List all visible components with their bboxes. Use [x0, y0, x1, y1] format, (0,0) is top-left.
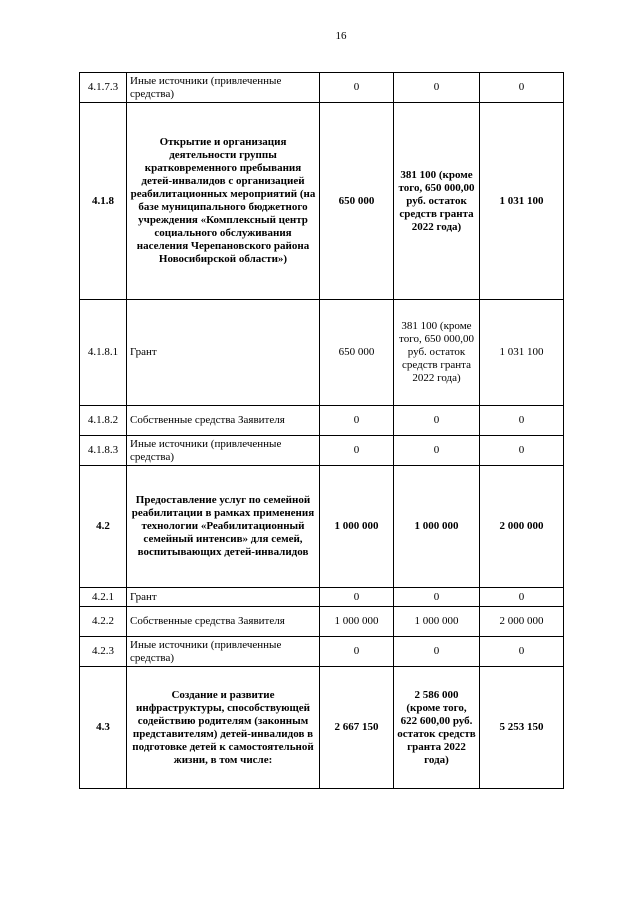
table-row — [80, 667, 564, 789]
row-name: Грант — [127, 588, 320, 607]
value-col-2: 0 — [394, 406, 480, 436]
row-number: 4.2.1 — [80, 588, 127, 607]
value-col-1: 650 000 — [320, 103, 394, 300]
row-number: 4.1.8.2 — [80, 406, 127, 436]
row-number: 4.1.8.1 — [80, 300, 127, 406]
table-row — [80, 300, 564, 406]
value-col-1: 2 667 150 — [320, 667, 394, 789]
row-number: 4.2 — [80, 466, 127, 588]
value-col-2: 2 586 000 (кроме того, 622 600,00 руб. остаток средств гранта 2022 года) — [394, 667, 480, 789]
value-col-3: 2 000 000 — [480, 607, 564, 637]
value-col-1: 0 — [320, 436, 394, 466]
value-col-1: 650 000 — [320, 300, 394, 406]
row-name: Предоставление услуг по семейной реабилитации в рамках применения технологии «Реабилитационный семейный интенсив» для семей, воспитывающих детей-инвалидов — [127, 466, 320, 588]
row-name: Создание и развитие инфраструктуры, способствующей содействию родителям (законным представителям) детей-инвалидов в подготовке детей к самостоятельной жизни, в том числе: — [127, 667, 320, 789]
value-col-2: 381 100 (кроме того, 650 000,00 руб. остаток средств гранта 2022 года) — [394, 300, 480, 406]
row-name: Иные источники (привлеченные средства) — [127, 436, 320, 466]
table-row — [80, 73, 564, 103]
table-row — [80, 436, 564, 466]
row-number: 4.2.3 — [80, 637, 127, 667]
value-col-1: 1 000 000 — [320, 607, 394, 637]
value-col-3: 0 — [480, 637, 564, 667]
value-col-3: 0 — [480, 406, 564, 436]
budget-table — [79, 72, 564, 789]
value-col-3: 1 031 100 — [480, 103, 564, 300]
value-col-3: 0 — [480, 588, 564, 607]
value-col-3: 2 000 000 — [480, 466, 564, 588]
value-col-3: 1 031 100 — [480, 300, 564, 406]
value-col-2: 1 000 000 — [394, 607, 480, 637]
value-col-2: 1 000 000 — [394, 466, 480, 588]
row-number: 4.3 — [80, 667, 127, 789]
value-col-3: 5 253 150 — [480, 667, 564, 789]
value-col-2: 0 — [394, 588, 480, 607]
row-name: Собственные средства Заявителя — [127, 406, 320, 436]
value-col-3: 0 — [480, 436, 564, 466]
value-col-1: 1 000 000 — [320, 466, 394, 588]
table-row — [80, 466, 564, 588]
row-name: Иные источники (привлеченные средства) — [127, 637, 320, 667]
row-number: 4.2.2 — [80, 607, 127, 637]
value-col-1: 0 — [320, 73, 394, 103]
table-row — [80, 637, 564, 667]
value-col-2: 0 — [394, 436, 480, 466]
value-col-2: 0 — [394, 637, 480, 667]
value-col-1: 0 — [320, 406, 394, 436]
row-name: Собственные средства Заявителя — [127, 607, 320, 637]
row-name: Грант — [127, 300, 320, 406]
table-row — [80, 588, 564, 607]
table-row — [80, 103, 564, 300]
table-row — [80, 607, 564, 637]
row-number: 4.1.7.3 — [80, 73, 127, 103]
row-name: Иные источники (привлеченные средства) — [127, 73, 320, 103]
row-name: Открытие и организация деятельности группы кратковременного пребывания детей-инвалидов с организацией реабилитационных мероприятий (на базе муниципального бюджетного учреждения «Комплексный центр социального обслуживания населения Черепановского района Новосибирской области») — [127, 103, 320, 300]
value-col-2: 381 100 (кроме того, 650 000,00 руб. остаток средств гранта 2022 года) — [394, 103, 480, 300]
value-col-1: 0 — [320, 637, 394, 667]
page-number: 16 — [335, 30, 347, 42]
value-col-1: 0 — [320, 588, 394, 607]
value-col-3: 0 — [480, 73, 564, 103]
row-number: 4.1.8 — [80, 103, 127, 300]
table-row — [80, 406, 564, 436]
value-col-2: 0 — [394, 73, 480, 103]
row-number: 4.1.8.3 — [80, 436, 127, 466]
